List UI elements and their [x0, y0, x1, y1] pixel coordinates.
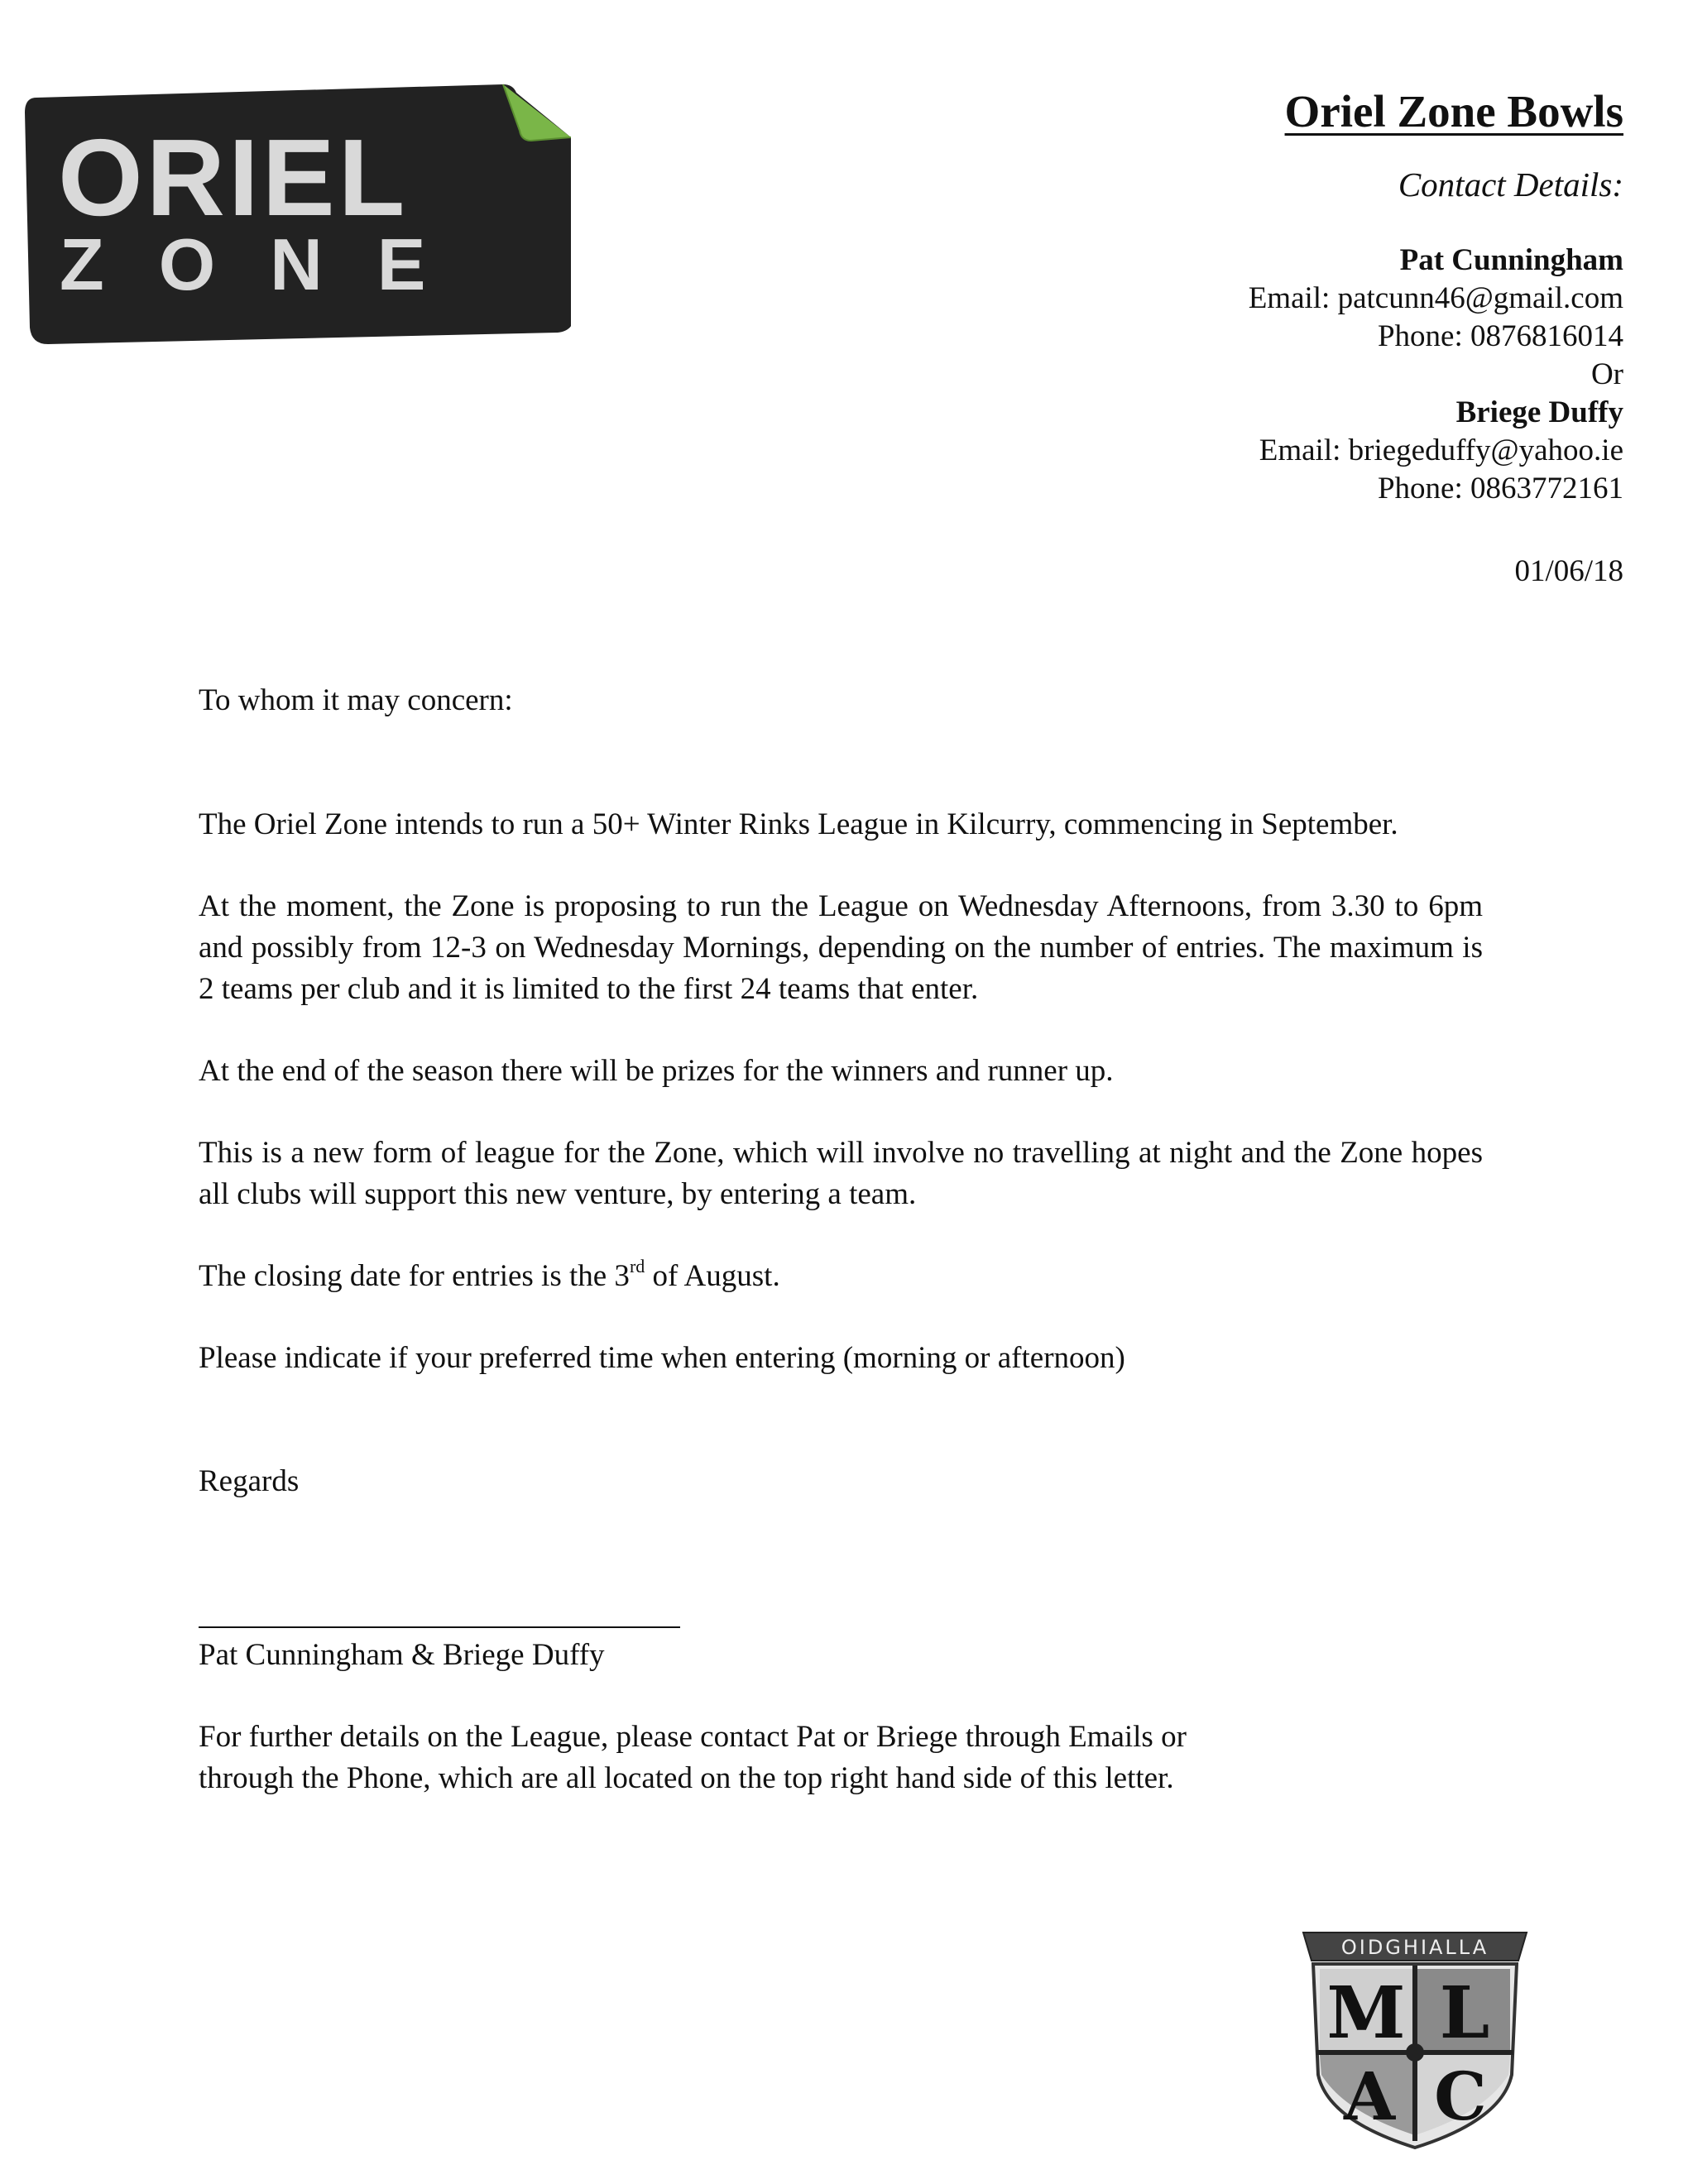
ordinal-suffix: rd	[629, 1256, 645, 1276]
contact-email: Email: briegeduffy@yahoo.ie	[1259, 433, 1623, 467]
club-crest	[1295, 1918, 1535, 2149]
oriel-zone-logo	[25, 83, 571, 347]
crest-letter-l: L	[1439, 1971, 1490, 2055]
crest-letter-c: C	[1434, 2057, 1487, 2135]
organization-title: Oriel Zone Bowls	[1284, 86, 1623, 136]
paragraph-support: This is a new form of league for the Zone, which will involve no travelling at night and the Zone hopes all clubs will support this new venture, by entering a team.	[199, 1136, 1483, 1211]
contact-phone: Phone: 0876816014	[1377, 319, 1623, 353]
letter-body	[199, 680, 1483, 1799]
contact-phone: Phone: 0863772161	[1377, 472, 1623, 505]
footer-note: For further details on the League, please contact Pat or Briege through Emails or through the Phone, which are all located on the top right hand side of this letter.	[199, 1720, 1187, 1795]
crest-graphic	[1295, 1918, 1535, 2149]
contact-email: Email: patcunn46@gmail.com	[1248, 281, 1623, 315]
logo-word-zone: ZONE	[60, 223, 481, 305]
signature-line	[199, 1626, 680, 1628]
paragraph-prizes: At the end of the season there will be prizes for the winners and runner up.	[199, 1054, 1114, 1088]
crest-letter-m: M	[1326, 1971, 1406, 2055]
logo-word-oriel: ORIEL	[58, 117, 409, 238]
paragraph-closing-date	[199, 1256, 1483, 1297]
signatories: Pat Cunningham & Briege Duffy	[199, 1638, 605, 1672]
paragraph-preference: Please indicate if your preferred time when entering (morning or afternoon)	[199, 1341, 1125, 1375]
oriel-zone-logo-graphic	[25, 83, 571, 347]
contact-name: Pat Cunningham	[1399, 243, 1623, 277]
crest-banner-text: OIDGHIALLA	[1340, 1936, 1489, 1959]
contact-details	[879, 242, 1623, 508]
closing-date-text: The closing date for entries is the 3	[199, 1259, 630, 1293]
contact-name: Briege Duffy	[1455, 395, 1623, 429]
closing-regards: Regards	[199, 1464, 300, 1498]
paragraph-schedule: At the moment, the Zone is proposing to run the League on Wednesday Afternoons, from 3.30 to 6pm and possibly from 12-3 on Wednesday Mornings, depending on the number of entries. The maximum is 2 teams per club and it is limited to the first 24 teams that enter.	[199, 889, 1483, 1006]
salutation: To whom it may concern:	[199, 683, 513, 717]
contact-separator: Or	[1590, 357, 1623, 391]
crest-letter-a: A	[1343, 2057, 1396, 2135]
contact-details-heading: Contact Details:	[1398, 165, 1623, 204]
letter-header	[879, 83, 1623, 591]
closing-date-text-end: of August.	[645, 1259, 780, 1293]
paragraph-intro: The Oriel Zone intends to run a 50+ Winter Rinks League in Kilcurry, commencing in September.	[199, 807, 1398, 841]
letter-date: 01/06/18	[1514, 554, 1623, 588]
